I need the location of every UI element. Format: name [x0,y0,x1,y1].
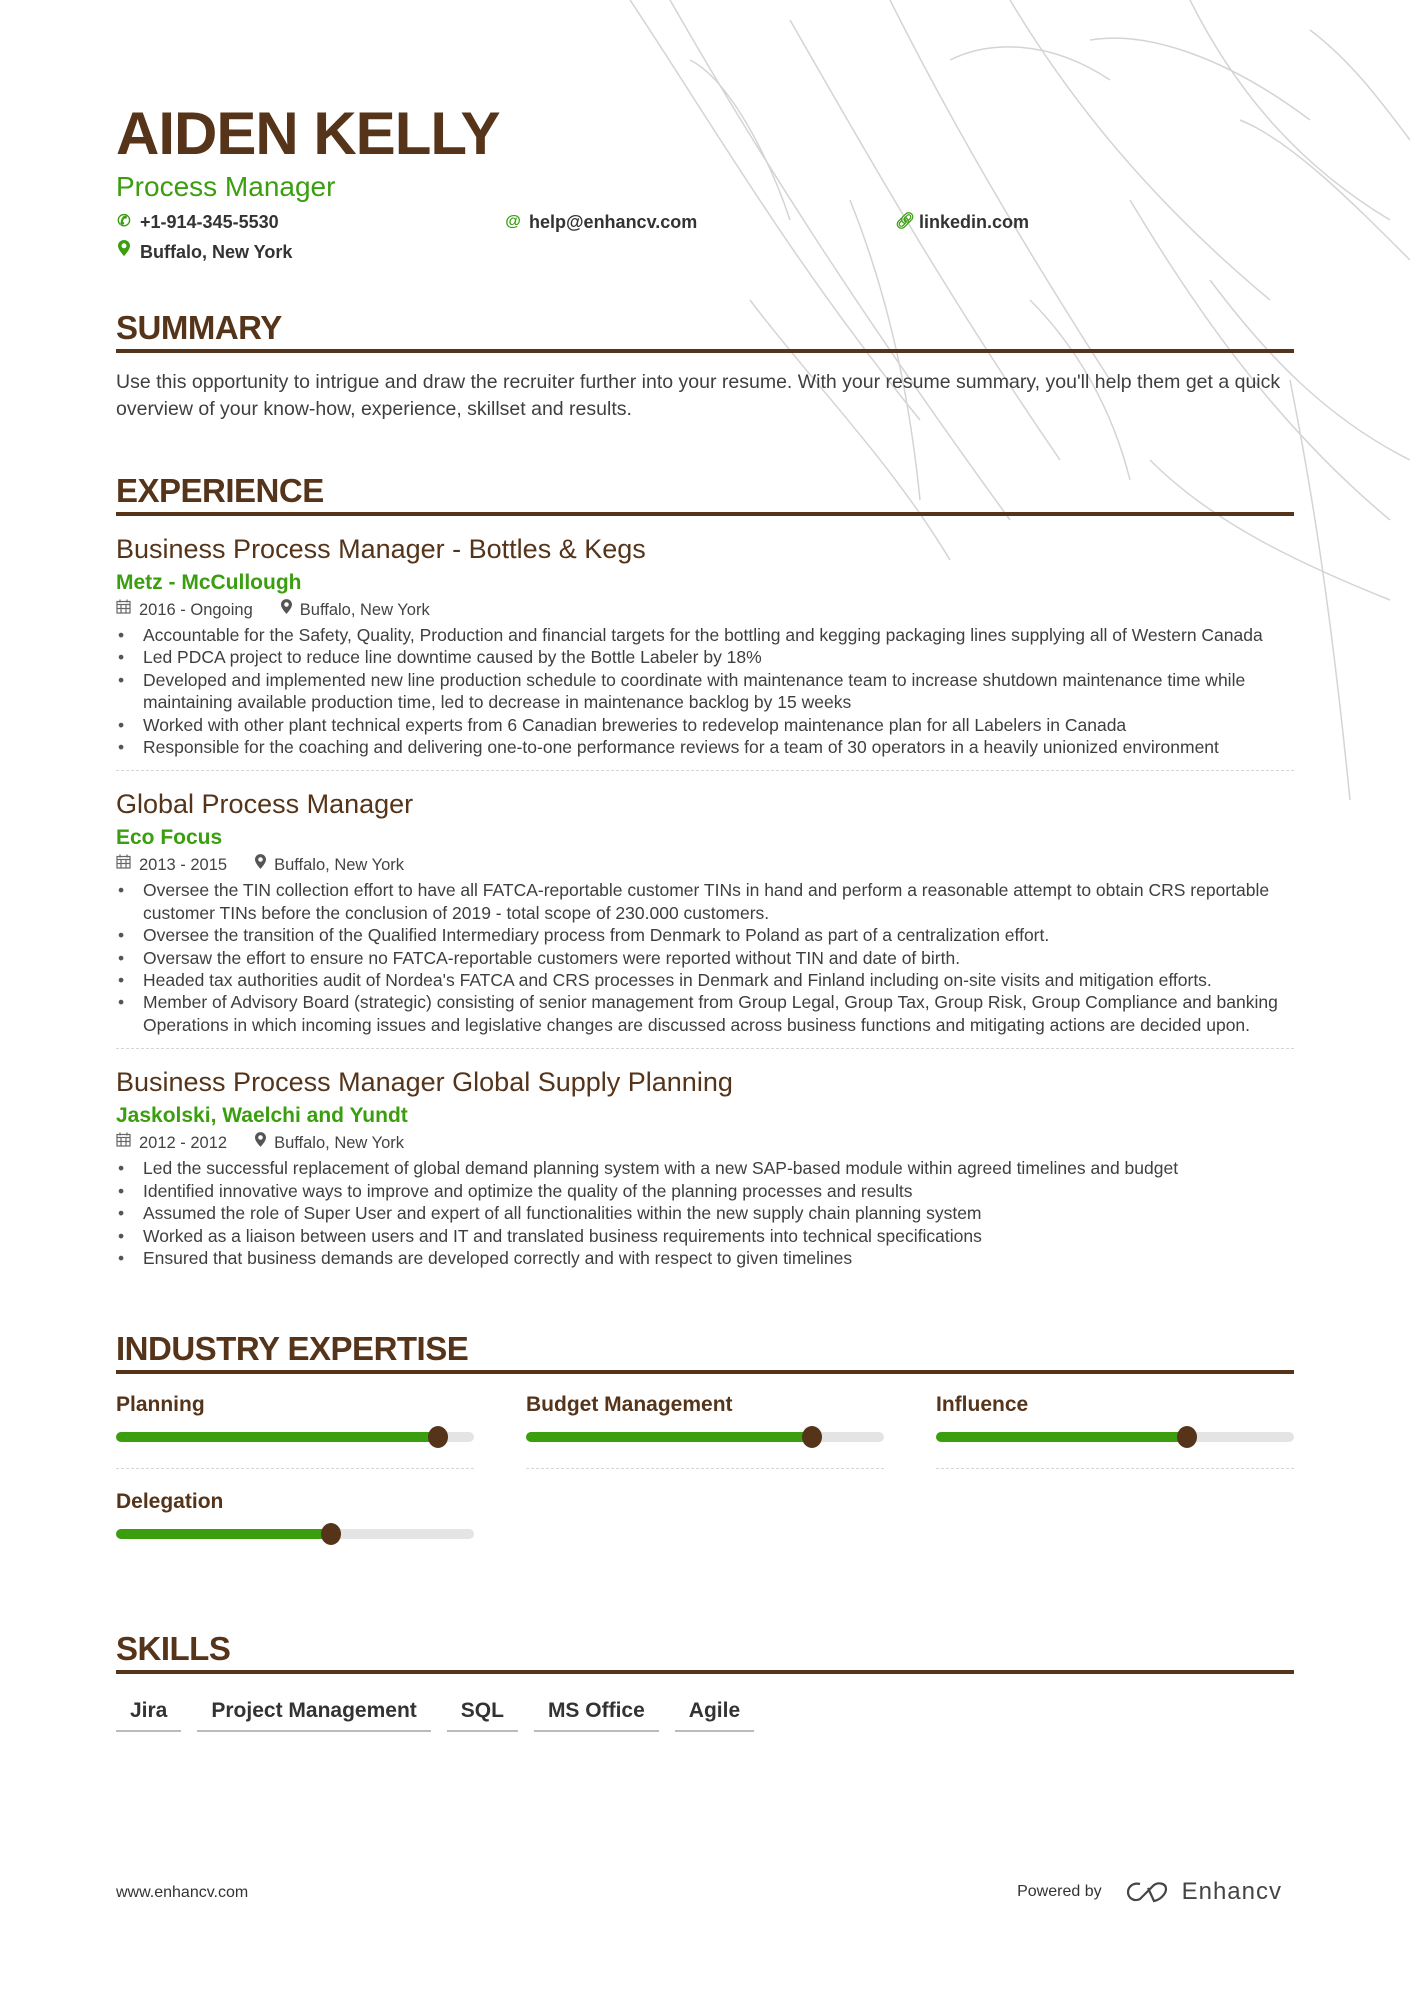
summary-text: Use this opportunity to intrigue and draw the recruiter further into your resume. With your resume summary, you'll help them get a quick overview of your know-how, experience, skillset and results. [116,371,1281,420]
job-meta [116,853,1294,877]
skill-tag: MS Office [534,1692,659,1732]
job-entry [116,771,1294,1049]
experience-heading: EXPERIENCE [116,471,1294,516]
contact-location [116,240,505,264]
job-dates: 2013 - 2015 [139,856,228,875]
expertise-item [116,1390,474,1469]
expertise-level-fill [116,1529,331,1539]
link-text: linkedin.com [919,212,1030,232]
job-bullet: • Accountable for the Safety, Quality, Production and financial targets for the bottling and kegging packaging lines supplying all of Western Canada [116,624,1294,646]
company-name: Eco Focus [116,826,223,850]
expertise-level-knob [1177,1426,1197,1448]
expertise-label: Planning [116,1393,205,1417]
job-bullet: • Assumed the role of Super User and expert of all functionalities within the new supply chain planning system [116,1202,1294,1224]
expertise-level-fill [936,1432,1187,1442]
industry-expertise-heading: INDUSTRY EXPERTISE [116,1329,1294,1374]
skills-heading: SKILLS [116,1629,1294,1674]
job-title: Business Process Manager Global Supply Planning [116,1067,733,1098]
job-bullets [116,1157,1294,1269]
location-pin-icon [255,1131,266,1155]
expertise-item [116,1487,474,1565]
skill-tag: Agile [675,1692,754,1732]
job-bullet: • Oversee the TIN collection effort to have all FATCA-reportable customer TINs in hand and perform a reasonable attempt to obtain CRS reportable customer TINs before the conclusion of 2019 - total scope of 230.000 customers. [116,879,1294,924]
contact-info [116,210,1294,264]
expertise-level-bar [116,1432,474,1442]
job-bullet: • Led PDCA project to reduce line downtime caused by the Bottle Labeler by 18% [116,646,1294,668]
job-entry [116,1049,1294,1281]
job-bullet: • Oversee the transition of the Qualified Intermediary process from Denmark to Poland as part of a centralization effort. [116,924,1294,946]
job-location: Buffalo, New York [274,856,405,875]
job-bullet: • Responsible for the coaching and delivering one-to-one performance reviews for a team of 30 operators in a heavily unionized environment [116,736,1294,758]
summary-heading: SUMMARY [116,308,1294,353]
expertise-level-bar [116,1529,474,1539]
skill-tag: SQL [447,1692,518,1732]
footer-branding [1017,1878,1282,1906]
expertise-level-knob [428,1426,448,1448]
location-pin-icon [255,853,266,877]
expertise-level-knob [802,1426,822,1448]
email-text: help@enhancv.com [529,212,698,232]
experience-list [116,516,1294,1281]
job-title: Business Process Manager - Bottles & Kegs [116,534,646,564]
phone-text: +1-914-345-5530 [140,212,279,232]
skill-tag: Project Management [197,1692,430,1732]
job-bullet: • Oversaw the effort to ensure no FATCA-reportable customers were reported without TIN and date of birth. [116,947,1294,969]
expertise-level-bar [936,1432,1294,1442]
skill-tag: Jira [116,1692,181,1732]
job-bullets [116,879,1294,1036]
job-dates: 2012 - 2012 [139,1134,228,1153]
job-bullet: • Headed tax authorities audit of Nordea's FATCA and CRS processes in Denmark and Finland including on-site visits and mitigation efforts. [116,969,1294,991]
expertise-grid [116,1390,1294,1583]
expertise-item [526,1390,884,1469]
enhancv-logo-icon [1126,1880,1170,1904]
expertise-level-knob [321,1523,341,1545]
contact-link[interactable] [895,210,1295,234]
job-entry [116,516,1294,771]
calendar-icon [116,598,131,622]
job-title: Global Process Manager [116,789,414,820]
expertise-level-fill [526,1432,812,1442]
job-location: Buffalo, New York [299,601,430,619]
skills-list [116,1692,1294,1732]
job-bullet: • Identified innovative ways to improve and optimize the quality of the planning processes and results [116,1180,1294,1202]
contact-phone[interactable] [116,210,505,234]
expertise-label: Delegation [116,1490,224,1514]
candidate-name: AIDEN KELLY [116,100,500,167]
job-bullets [116,624,1294,758]
expertise-level-fill [116,1432,438,1442]
job-bullet: • Developed and implemented new line production schedule to coordinate with maintenance team to increase shutdown maintenance time while maintaining available production time, led to decrease in maintenance backlog by 15 weeks [116,669,1294,714]
expertise-item [936,1390,1294,1469]
enhancv-logo [1126,1878,1282,1906]
location-pin-icon [281,598,292,622]
job-bullet: • Worked with other plant technical experts from 6 Canadian breweries to redevelop maintenance plan for all Labelers in Canada [116,714,1294,736]
phone-icon: ✆ [117,213,131,230]
job-bullet: • Member of Advisory Board (strategic) consisting of senior management from Group Legal, Group Tax, Group Risk, Group Compliance and banking Operations in which incoming issues and legislative changes are discussed across business functions and mitigating actions are decided upon. [116,991,1294,1036]
contact-email[interactable] [505,210,895,234]
job-bullet: • Led the successful replacement of global demand planning system with a new SAP-based module within agreed timelines and budget [116,1157,1294,1179]
job-dates: 2016 - Ongoing [139,601,253,619]
calendar-icon [116,1131,131,1155]
brand-name: Enhancv [1181,1878,1282,1905]
resume-header [116,100,1294,264]
candidate-title: Process Manager [116,171,336,202]
job-meta [116,598,1294,622]
footer-website[interactable]: www.enhancv.com [116,1884,249,1901]
powered-by-text: Powered by [1017,1883,1102,1900]
company-name: Jaskolski, Waelchi and Yundt [116,1104,408,1128]
job-bullet: • Ensured that business demands are developed correctly and with respect to given timelines [116,1247,1294,1269]
job-meta [116,1131,1294,1155]
at-icon: @ [505,213,521,230]
expertise-label: Influence [936,1393,1029,1417]
location-text: Buffalo, New York [140,242,293,262]
location-pin-icon [116,240,132,264]
expertise-label: Budget Management [526,1393,733,1417]
calendar-icon [116,853,131,877]
expertise-level-bar [526,1432,884,1442]
company-name: Metz - McCullough [116,571,302,594]
link-icon: 🔗︎ [895,213,916,230]
job-location: Buffalo, New York [274,1134,405,1153]
job-bullet: • Worked as a liaison between users and IT and translated business requirements into technical specifications [116,1225,1294,1247]
